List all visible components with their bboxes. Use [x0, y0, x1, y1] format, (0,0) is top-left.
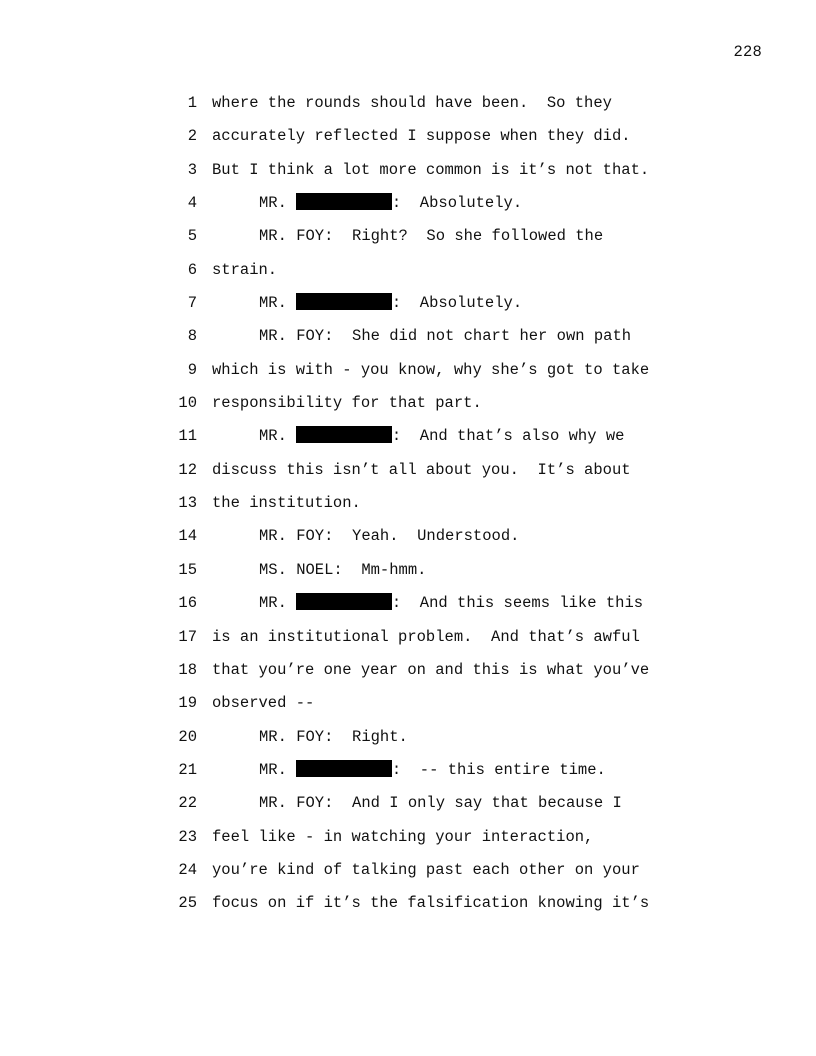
- spoken-text: : Absolutely.: [391, 294, 523, 313]
- speaker-prefix: MR.: [259, 294, 287, 313]
- line-text: MR. FOY: Right? So she followed the: [259, 227, 604, 246]
- line-number: 17: [178, 627, 197, 646]
- line-number: 6: [187, 260, 197, 279]
- line-text: which is with - you know, why she’s got to take: [212, 360, 650, 379]
- spoken-text: : And this seems like this: [391, 594, 644, 613]
- speaker-prefix: MR.: [259, 594, 287, 613]
- transcript-line: [0, 93, 816, 126]
- line-text: where the rounds should have been. So they: [212, 94, 612, 112]
- line-text: accurately reflected I suppose when they did.: [212, 127, 631, 146]
- line-number: 19: [178, 694, 197, 713]
- line-number: 13: [178, 494, 197, 513]
- transcript-line: [0, 660, 816, 693]
- line-text: [259, 760, 606, 780]
- line-number: 7: [187, 294, 197, 313]
- line-number: 4: [187, 194, 197, 213]
- line-number: 11: [178, 427, 197, 446]
- line-text: MR. FOY: She did not chart her own path: [259, 327, 632, 346]
- line-text: MR. FOY: Right.: [259, 727, 408, 746]
- line-number: 2: [187, 127, 197, 146]
- page-number: 228: [733, 43, 762, 61]
- transcript-line: [0, 727, 816, 760]
- line-text: [259, 593, 643, 613]
- line-text: But I think a lot more common is it’s not that.: [212, 160, 650, 179]
- line-text: is an institutional problem. And that’s awful: [212, 627, 640, 646]
- spoken-text: : -- this entire time.: [391, 760, 606, 779]
- transcript-line: [0, 893, 816, 926]
- line-text: discuss this isn’t all about you. It’s about: [212, 460, 631, 479]
- transcript-line: [0, 860, 816, 893]
- line-number: 3: [187, 160, 197, 179]
- line-number: 1: [187, 94, 197, 112]
- transcript-line: [0, 760, 816, 793]
- transcript-line: [0, 460, 816, 493]
- redaction-box: [296, 193, 392, 210]
- line-text: [259, 293, 522, 313]
- line-number: 20: [178, 727, 197, 746]
- redaction-box: [296, 593, 392, 610]
- transcript-line: [0, 226, 816, 259]
- line-number: 10: [178, 394, 197, 413]
- line-text: focus on if it’s the falsification knowing it’s: [212, 894, 650, 913]
- line-number: 18: [178, 660, 197, 679]
- line-text: observed --: [212, 694, 315, 713]
- line-text: feel like - in watching your interaction,: [212, 827, 594, 846]
- spoken-text: : Absolutely.: [391, 194, 523, 213]
- transcript-line: [0, 193, 816, 226]
- redaction-box: [296, 760, 392, 777]
- transcript-line: [0, 593, 816, 626]
- transcript-line: [0, 393, 816, 426]
- redaction-box: [296, 426, 392, 443]
- line-text: strain.: [212, 260, 278, 279]
- line-number: 21: [178, 760, 197, 779]
- transcript-line: [0, 693, 816, 726]
- line-text: MS. NOEL: Mm-hmm.: [259, 560, 427, 579]
- line-number: 23: [178, 827, 197, 846]
- line-number: 9: [187, 360, 197, 379]
- redaction-box: [296, 293, 392, 310]
- line-text: [259, 426, 624, 446]
- spoken-text: : And that’s also why we: [391, 427, 625, 446]
- transcript-line: [0, 326, 816, 359]
- line-text: the institution.: [212, 494, 361, 513]
- speaker-prefix: MR.: [259, 194, 287, 213]
- speaker-prefix: MR.: [259, 427, 287, 446]
- transcript-line: [0, 360, 816, 393]
- line-text: [259, 193, 522, 213]
- transcript-line: [0, 426, 816, 459]
- transcript-line: [0, 260, 816, 293]
- transcript-line: [0, 793, 816, 826]
- transcript-body: [0, 93, 816, 927]
- transcript-line: [0, 627, 816, 660]
- transcript-line: [0, 493, 816, 526]
- line-number: 16: [178, 594, 197, 613]
- transcript-line: [0, 526, 816, 559]
- speaker-prefix: MR.: [259, 760, 287, 779]
- line-number: 25: [178, 894, 197, 913]
- transcript-line: [0, 560, 816, 593]
- transcript-line: [0, 827, 816, 860]
- line-number: 22: [178, 794, 197, 813]
- line-number: 5: [187, 227, 197, 246]
- line-text: MR. FOY: And I only say that because I: [259, 794, 622, 813]
- line-text: you’re kind of talking past each other on your: [212, 860, 640, 879]
- line-number: 8: [187, 327, 197, 346]
- line-text: that you’re one year on and this is what you’ve: [212, 660, 650, 679]
- line-number: 14: [178, 527, 197, 546]
- transcript-line: [0, 293, 816, 326]
- line-text: responsibility for that part.: [212, 394, 482, 413]
- line-number: 15: [178, 560, 197, 579]
- transcript-line: [0, 160, 816, 193]
- transcript-line: [0, 126, 816, 159]
- line-number: 12: [178, 460, 197, 479]
- line-number: 24: [178, 860, 197, 879]
- line-text: MR. FOY: Yeah. Understood.: [259, 527, 520, 546]
